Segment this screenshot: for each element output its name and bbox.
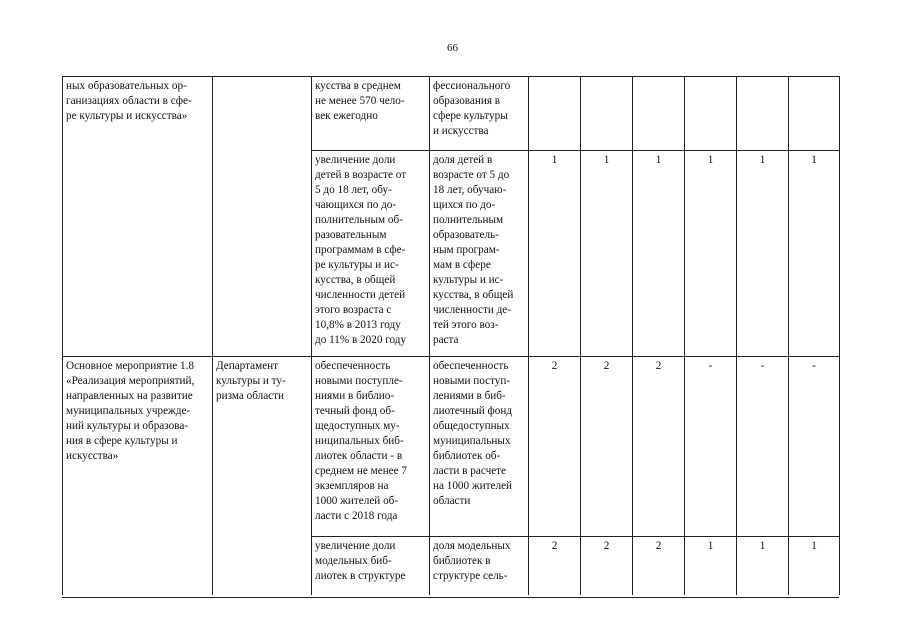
value-cell [529,77,581,151]
value-cell [685,77,737,151]
value-cell: 1 [581,151,633,357]
value-cell: 2 [581,357,633,537]
value-cell: 2 [529,537,581,595]
event-cell: Основное мероприятие 1.8 «Реализация мероприятий, направленных на развитие муниципальных учрежде- ний культуры и образова- ния в сфере культуры и искусства» [63,357,213,595]
value-cell [789,77,840,151]
executor-cell: Департамент культуры и ту- ризма области [213,357,312,595]
indicator-cell: увеличение доли детей в возрасте от 5 до 18 лет, обу- чающихся по до- полнительным об- разовательным программам в сфе- ре культуры и ис- кусства, в общей численности детей этого возраста с 10,8% в 2013 году до 11% в 2020 году [312,151,430,357]
value-cell: - [737,357,789,537]
value-cell: 1 [737,151,789,357]
value-cell: 2 [581,537,633,595]
measure-cell: обеспеченность новыми поступ- лениями в биб- лиотечный фонд общедоступных муниципальных библиотек об- ласти в расчете на 1000 жителей области [430,357,529,537]
value-cell [737,77,789,151]
page-number: 66 [447,42,458,54]
measure-cell: доля модельных библиотек в структуре сель- [430,537,529,595]
value-cell: - [789,357,840,537]
value-cell [581,77,633,151]
table-bottom-border [62,597,839,598]
value-cell: 1 [685,537,737,595]
measure-cell: фессионального образования в сфере культуры и искусства [430,77,529,151]
value-cell: - [685,357,737,537]
program-table [62,76,840,595]
value-cell: 1 [685,151,737,357]
table-row [63,77,840,151]
value-cell: 2 [633,537,685,595]
value-cell [633,77,685,151]
executor-cell [213,77,312,357]
value-cell: 2 [633,357,685,537]
event-cell: ных образовательных ор- ганизациях области в сфе- ре культуры и искусства» [63,77,213,357]
value-cell: 1 [737,537,789,595]
indicator-cell: обеспеченность новыми поступле- ниями в библио- течный фонд об- щедоступных му- ниципальных биб- лиотек области - в среднем не менее 7 экземпляров на 1000 жителей об- ласти с 2018 года [312,357,430,537]
indicator-cell: увеличение доли модельных биб- лиотек в структуре [312,537,430,595]
table-row [63,357,840,537]
value-cell: 2 [529,357,581,537]
value-cell: 1 [529,151,581,357]
value-cell: 1 [633,151,685,357]
value-cell: 1 [789,151,840,357]
measure-cell: доля детей в возрасте от 5 до 18 лет, обучаю- щихся по до- полнительным образователь- ным програм- мам в сфере культуры и ис- кусства, в общей численности де- тей этого воз- раста [430,151,529,357]
value-cell: 1 [789,537,840,595]
indicator-cell: кусства в среднем не менее 570 чело- век ежегодно [312,77,430,151]
